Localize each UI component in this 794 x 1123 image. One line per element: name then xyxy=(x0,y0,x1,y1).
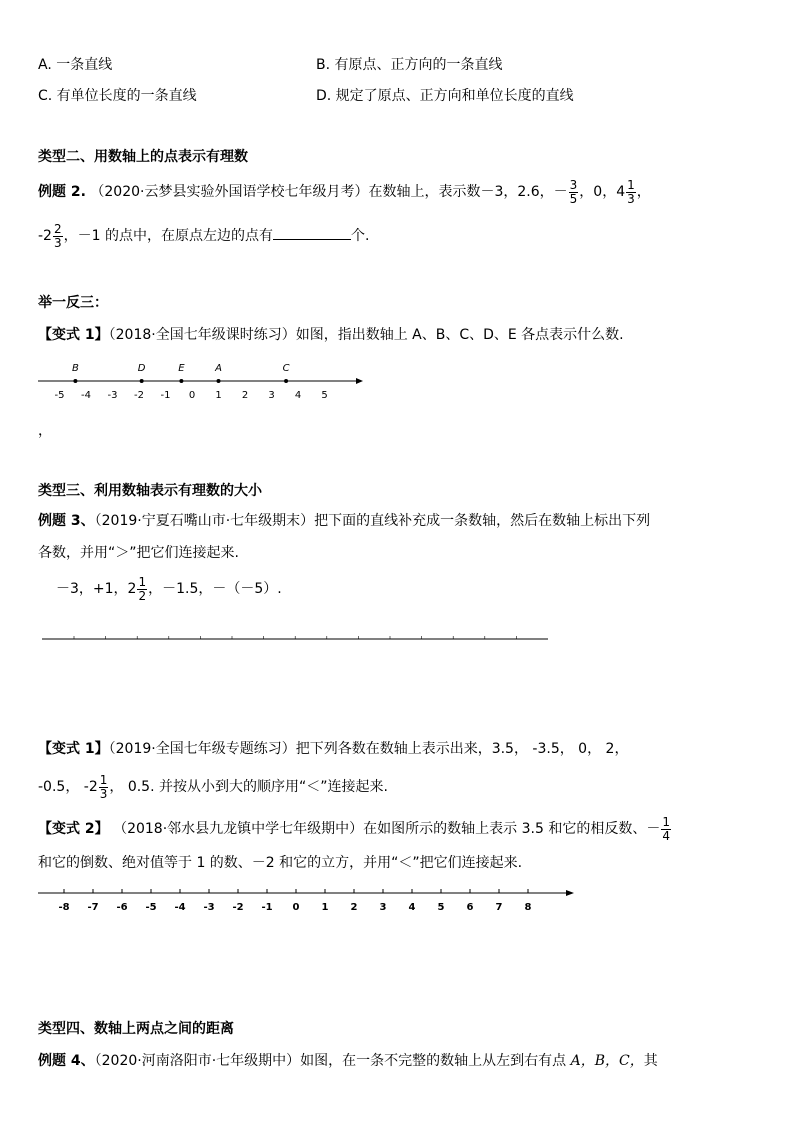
fraction-1-3: $\frac{1}{3}$ xyxy=(627,177,635,206)
fraction-2-3: $\frac{2}{3}$ xyxy=(53,221,62,250)
axis2-tick-label: 8 xyxy=(524,902,532,913)
axis2-tick-label: 5 xyxy=(437,902,445,913)
axis2-tick-label: 3 xyxy=(379,902,387,913)
example-3-line1: 例题 3、（2019·宁夏石嘴山市·七年级期末）把下面的直线补充成一条数轴，然后在数轴上标出下列 xyxy=(38,513,651,529)
variant-2-line2: 和它的倒数、绝对值等于 1 的数、－2 和它的立方，并用“＜”把它们连接起来. xyxy=(38,855,523,871)
option-c: C. 有单位长度的一条直线 xyxy=(38,88,197,104)
fraction-1-4: $\frac{1}{4}$ xyxy=(662,814,670,843)
option-a: A. 一条直线 xyxy=(38,57,113,73)
axis1-tick-label: 2 xyxy=(241,390,249,401)
axis1-tick-label: -1 xyxy=(160,390,171,401)
type2-heading: 类型二、用数轴上的点表示有理数 xyxy=(38,149,248,165)
practice-heading: 举一反三： xyxy=(38,295,108,311)
option-d: D. 规定了原点、正方向和单位长度的直线 xyxy=(316,88,574,104)
fraction-1-2: $\frac{1}{2}$ xyxy=(138,574,147,603)
axis2-tick-label: 1 xyxy=(321,902,329,913)
axis2-tick-label: -5 xyxy=(145,902,157,913)
example-2-text-a: （2020·云梦县实验外国语学校七年级月考）在数轴上，表示数－3，2.6，－ xyxy=(90,184,568,200)
axis2-tick-label: 0 xyxy=(292,902,300,913)
comma-mark: ， xyxy=(38,423,52,439)
axis1-tick-label: 0 xyxy=(188,390,196,401)
axis1-tick-label: -2 xyxy=(134,390,144,401)
axis1-tick-label: -3 xyxy=(107,390,118,401)
example-2-line2: -2 $\frac{2}{3}$ ，－1 的点中，在原点左边的点有 个. xyxy=(38,221,370,250)
option-b: B. 有原点、正方向的一条直线 xyxy=(316,57,503,73)
variant-1b-line1: 【变式 1】（2019·全国七年级专题练习）把下列各数在数轴上表示出来，3.5， -3.5， 0， 2， xyxy=(38,741,629,757)
axis1-tick-label: -4 xyxy=(81,390,91,401)
type4-heading: 类型四、数轴上两点之间的距离 xyxy=(38,1021,234,1037)
axis1-tick-label: -5 xyxy=(54,390,65,401)
axis1-tick-label: 1 xyxy=(215,390,222,401)
axis2-tick-label: -6 xyxy=(116,902,128,913)
example-3-numbers: －3，+1，2 $\frac{1}{2}$ ，－1.5，－（－5）. xyxy=(56,574,282,603)
axis2-tick-label: -2 xyxy=(232,902,244,913)
axis2-tick-label: 6 xyxy=(466,902,474,913)
variant-2-line1: 【变式 2】 （2018·邻水县九龙镇中学七年级期中）在如图所示的数轴上表示 3.5 和它的相反数、－ $\frac{1}{4}$ xyxy=(38,814,670,843)
axis1-tick-label: 5 xyxy=(321,390,328,401)
fraction-1-3b: $\frac{1}{3}$ xyxy=(99,772,108,801)
axis1-point-label: A xyxy=(215,363,222,374)
axis2-tick-label: 2 xyxy=(350,902,358,913)
axis2-tick-label: -4 xyxy=(174,902,186,913)
axis2-tick-label: 4 xyxy=(408,902,416,913)
variant-1a: 【变式 1】（2018·全国七年级课时练习）如图，指出数轴上 A、B、C、D、E 各点表示什么数. xyxy=(38,327,624,343)
example-4-line1: 例题 4、（2020·河南洛阳市·七年级期中）如图，在一条不完整的数轴上从左到右有点 A，B，C，其 xyxy=(38,1053,658,1069)
axis2-tick-label: 7 xyxy=(495,902,503,913)
axis2-tick-label: -1 xyxy=(261,902,273,913)
variant-1b-line2: -0.5， -2 $\frac{1}{3}$ ， 0.5. 并按从小到大的顺序用“＜”连接起来. xyxy=(38,772,388,801)
example-2-label: 例题 2. xyxy=(38,184,86,200)
type3-heading: 类型三、利用数轴表示有理数的大小 xyxy=(38,483,262,499)
axis1-point-label: C xyxy=(282,363,290,374)
axis2-tick-label: -7 xyxy=(87,902,99,913)
axis2-tick-label: -3 xyxy=(203,902,215,913)
fraction-3-5: $\frac{3}{5}$ xyxy=(569,177,578,206)
axis1-tick-label: 3 xyxy=(268,390,275,401)
axis2-tick-label: -8 xyxy=(58,902,70,913)
axis1-point-label: D xyxy=(137,363,146,374)
example-2-line1: 例题 2. （2020·云梦县实验外国语学校七年级月考）在数轴上，表示数－3，2.6，－ $\frac{3}{5}$ ，0，4 $\frac{1}{3}$ ， xyxy=(38,177,651,206)
example-2-text-b: ，0，4 xyxy=(579,184,626,200)
axis1-point-label: B xyxy=(71,363,79,374)
axis1-point-label: E xyxy=(178,363,185,374)
example-3-line2: 各数，并用“＞”把它们连接起来. xyxy=(38,545,239,561)
axis1-tick-label: 4 xyxy=(294,390,302,401)
